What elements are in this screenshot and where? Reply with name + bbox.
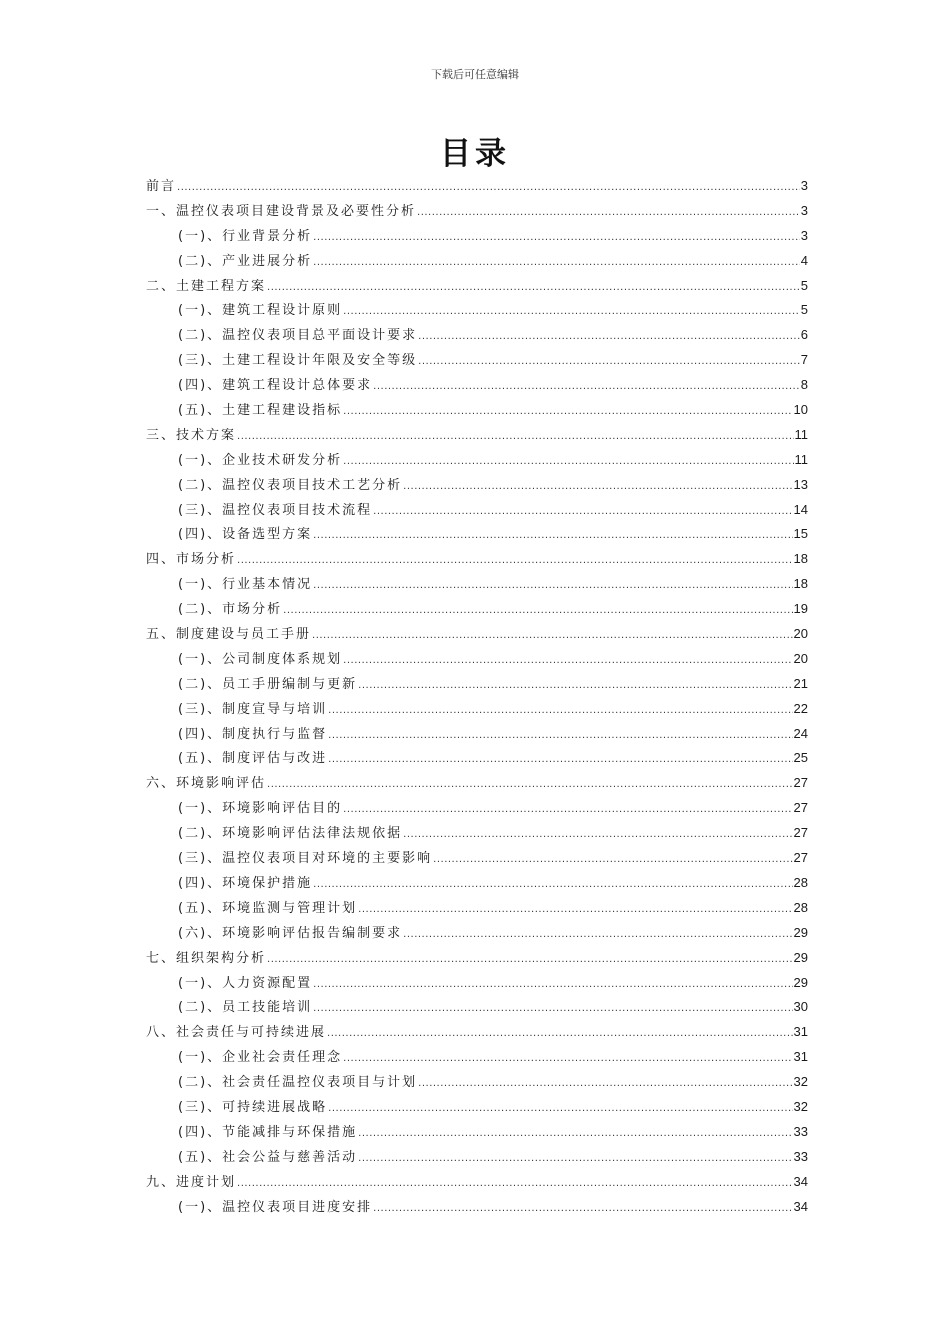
toc-dot-leader: [313, 574, 792, 599]
toc-dot-leader: [373, 500, 792, 525]
toc-page-number: 25: [793, 750, 808, 766]
toc-dot-leader: [343, 400, 792, 425]
toc-chapter-entry[interactable]: [146, 1170, 808, 1195]
toc-page-number: 20: [793, 626, 808, 642]
toc-section-entry[interactable]: [146, 572, 808, 597]
toc-entry-label: (一)、行业背景分析: [178, 228, 313, 244]
toc-section-entry[interactable]: [146, 597, 808, 622]
toc-section-entry[interactable]: [146, 1120, 808, 1145]
toc-section-entry[interactable]: [146, 1045, 808, 1070]
toc-dot-leader: [343, 649, 792, 674]
toc-entry-label: (二)、市场分析: [178, 602, 283, 618]
toc-dot-leader: [328, 748, 792, 773]
toc-section-entry[interactable]: [146, 846, 808, 871]
toc-entry-label: (一)、建筑工程设计原则: [178, 303, 343, 319]
toc-dot-leader: [343, 450, 793, 475]
toc-section-entry[interactable]: [146, 821, 808, 846]
toc-page-number: 29: [793, 924, 808, 940]
toc-entry-label: (四)、设备选型方案: [178, 527, 313, 543]
toc-section-entry[interactable]: [146, 398, 808, 423]
toc-entry-label: (二)、社会责任温控仪表项目与计划: [178, 1075, 418, 1091]
toc-dot-leader: [358, 898, 792, 923]
toc-entry-label: (四)、节能减排与环保措施: [178, 1124, 358, 1140]
toc-section-entry[interactable]: [146, 224, 808, 249]
toc-page-number: 27: [793, 775, 808, 791]
toc-dot-leader: [327, 1022, 793, 1047]
toc-section-entry[interactable]: [146, 722, 808, 747]
toc-entry-label: (一)、人力资源配置: [178, 975, 313, 991]
toc-chapter-entry[interactable]: [146, 174, 808, 199]
toc-page-number: 32: [793, 1074, 808, 1090]
toc-entry-label: (二)、产业进展分析: [178, 253, 313, 269]
toc-dot-leader: [328, 724, 792, 749]
toc-page-number: 19: [793, 601, 808, 617]
toc-dot-leader: [403, 823, 792, 848]
toc-dot-leader: [312, 624, 793, 649]
toc-page-number: 3: [800, 178, 808, 193]
toc-page-number: 5: [800, 302, 808, 318]
toc-page-number: 8: [800, 377, 808, 393]
toc-entry-label: (四)、建筑工程设计总体要求: [178, 378, 373, 394]
toc-dot-leader: [267, 773, 793, 798]
toc-entry-label: (二)、员工手册编制与更新: [178, 676, 358, 692]
toc-dot-leader: [343, 1047, 792, 1072]
toc-section-entry[interactable]: [146, 896, 808, 921]
toc-page-number: 20: [793, 650, 808, 666]
toc-page-number: 27: [793, 850, 808, 866]
toc-dot-leader: [403, 923, 792, 948]
toc-entry-label: (四)、环境保护措施: [178, 875, 313, 891]
toc-entry-label: (二)、员工技能培训: [178, 1000, 313, 1016]
toc-chapter-entry[interactable]: [146, 199, 808, 224]
toc-page-number: 34: [793, 1198, 808, 1214]
toc-section-entry[interactable]: [146, 373, 808, 398]
toc-section-entry[interactable]: [146, 249, 808, 274]
toc-entry-label: 一、温控仪表项目建设背景及必要性分析: [146, 203, 417, 219]
toc-page-number: 3: [800, 202, 808, 218]
toc-entry-label: 七、组织架构分析: [146, 950, 267, 966]
toc-dot-leader: [267, 276, 800, 301]
toc-section-entry[interactable]: [146, 1195, 808, 1220]
toc-page-number: 28: [793, 874, 808, 890]
toc-page-number: 18: [793, 576, 808, 592]
toc-entry-label: 九、进度计划: [146, 1174, 237, 1190]
toc-entry-label: (三)、制度宣导与培训: [178, 701, 328, 717]
toc-entry-label: (三)、温控仪表项目技术流程: [178, 502, 373, 518]
toc-dot-leader: [313, 997, 792, 1022]
toc-page-number: 21: [793, 675, 808, 691]
toc-section-entry[interactable]: [146, 1070, 808, 1095]
toc-page-number: 29: [793, 974, 808, 990]
toc-page-number: 22: [793, 700, 808, 716]
toc-dot-leader: [313, 873, 792, 898]
toc-entry-label: 六、环境影响评估: [146, 776, 267, 792]
toc-page-number: 6: [800, 327, 808, 343]
toc-page-number: 11: [794, 451, 808, 467]
toc-entry-label: (三)、温控仪表项目对环境的主要影响: [178, 851, 433, 867]
toc-dot-leader: [313, 251, 800, 276]
toc-page-number: 33: [793, 1123, 808, 1139]
toc-section-entry[interactable]: [146, 1095, 808, 1120]
toc-section-entry[interactable]: [146, 971, 808, 996]
toc-dot-leader: [177, 176, 800, 201]
toc-entry-label: (二)、环境影响评估法律法规依据: [178, 826, 403, 842]
toc-page-number: 3: [800, 227, 808, 243]
toc-dot-leader: [358, 1122, 792, 1147]
toc-page-number: 4: [800, 252, 808, 268]
toc-page-number: 15: [793, 526, 808, 542]
toc-dot-leader: [403, 475, 792, 500]
toc-dot-leader: [328, 699, 792, 724]
toc-section-entry[interactable]: [146, 1145, 808, 1170]
toc-page-number: 10: [793, 402, 808, 418]
toc-page-number: 7: [800, 352, 808, 368]
toc-chapter-entry[interactable]: [146, 946, 808, 971]
toc-title: 目录: [440, 136, 510, 172]
toc-page-number: 31: [793, 1024, 808, 1040]
toc-entry-label: (一)、公司制度体系规划: [178, 651, 343, 667]
toc-dot-leader: [358, 1147, 792, 1172]
toc-dot-leader: [418, 1072, 792, 1097]
toc-chapter-entry[interactable]: [146, 274, 808, 299]
toc-entry-label: (一)、环境影响评估目的: [178, 801, 343, 817]
toc-dot-leader: [418, 325, 800, 350]
toc-dot-leader: [237, 425, 793, 450]
toc-entry-label: (一)、企业社会责任理念: [178, 1050, 343, 1066]
toc-entry-label: (一)、行业基本情况: [178, 577, 313, 593]
toc-section-entry[interactable]: [146, 348, 808, 373]
toc-entry-label: (六)、环境影响评估报告编制要求: [178, 925, 403, 941]
toc-section-entry[interactable]: [146, 473, 808, 498]
toc-section-entry[interactable]: [146, 647, 808, 672]
toc-section-entry[interactable]: [146, 522, 808, 547]
toc-section-entry[interactable]: [146, 796, 808, 821]
toc-dot-leader: [373, 1197, 792, 1222]
toc-section-entry[interactable]: [146, 995, 808, 1020]
toc-section-entry[interactable]: [146, 498, 808, 523]
toc-page-number: 27: [793, 825, 808, 841]
toc-dot-leader: [237, 549, 793, 574]
toc-entry-label: 三、技术方案: [146, 427, 237, 443]
toc-entry-label: (三)、土建工程设计年限及安全等级: [178, 353, 418, 369]
header-note: 下载后可任意编辑: [431, 68, 519, 81]
table-of-contents: [146, 174, 808, 1219]
toc-section-entry[interactable]: [146, 672, 808, 697]
toc-entry-label: (一)、温控仪表项目进度安排: [178, 1199, 373, 1215]
toc-page-number: 31: [793, 1049, 808, 1065]
toc-entry-label: (五)、制度评估与改进: [178, 751, 328, 767]
toc-page-number: 5: [800, 277, 808, 293]
toc-section-entry[interactable]: [146, 746, 808, 771]
toc-entry-label: (四)、制度执行与监督: [178, 726, 328, 742]
toc-dot-leader: [328, 1097, 792, 1122]
toc-dot-leader: [418, 350, 800, 375]
toc-dot-leader: [373, 375, 800, 400]
toc-section-entry[interactable]: [146, 298, 808, 323]
toc-entry-label: (二)、温控仪表项目总平面设计要求: [178, 328, 418, 344]
toc-page-number: 14: [793, 501, 808, 517]
toc-chapter-entry[interactable]: [146, 547, 808, 572]
toc-dot-leader: [433, 848, 792, 873]
toc-dot-leader: [237, 1172, 793, 1197]
toc-entry-label: 八、社会责任与可持续进展: [146, 1025, 327, 1041]
toc-section-entry[interactable]: [146, 871, 808, 896]
toc-page-number: 33: [793, 1148, 808, 1164]
toc-section-entry[interactable]: [146, 448, 808, 473]
toc-dot-leader: [343, 798, 792, 823]
toc-section-entry[interactable]: [146, 697, 808, 722]
toc-dot-leader: [313, 524, 792, 549]
toc-dot-leader: [283, 599, 792, 624]
toc-page-number: 28: [793, 899, 808, 915]
toc-page-number: 32: [793, 1098, 808, 1114]
toc-section-entry[interactable]: [146, 323, 808, 348]
toc-page-number: 24: [793, 725, 808, 741]
toc-dot-leader: [313, 973, 792, 998]
toc-section-entry[interactable]: [146, 921, 808, 946]
toc-page-number: 30: [793, 999, 808, 1015]
toc-entry-label: (三)、可持续进展战略: [178, 1099, 328, 1115]
toc-entry-label: (二)、温控仪表项目技术工艺分析: [178, 477, 403, 493]
toc-page-number: 34: [793, 1173, 808, 1189]
toc-dot-leader: [358, 674, 792, 699]
toc-dot-leader: [417, 201, 800, 226]
toc-entry-label: (一)、企业技术研发分析: [178, 452, 343, 468]
toc-chapter-entry[interactable]: [146, 1020, 808, 1045]
toc-chapter-entry[interactable]: [146, 622, 808, 647]
toc-entry-label: 五、制度建设与员工手册: [146, 627, 312, 643]
toc-entry-label: (五)、环境监测与管理计划: [178, 900, 358, 916]
toc-entry-label: (五)、土建工程建设指标: [178, 403, 343, 419]
toc-chapter-entry[interactable]: [146, 423, 808, 448]
toc-page-number: 11: [794, 426, 808, 442]
toc-dot-leader: [267, 948, 793, 973]
toc-page-number: 18: [793, 551, 808, 567]
toc-dot-leader: [343, 300, 800, 325]
toc-chapter-entry[interactable]: [146, 771, 808, 796]
toc-page-number: 29: [793, 949, 808, 965]
toc-entry-label: 前言: [146, 179, 177, 194]
toc-entry-label: 二、土建工程方案: [146, 278, 267, 294]
toc-page-number: 13: [793, 476, 808, 492]
toc-dot-leader: [313, 226, 800, 251]
toc-entry-label: (五)、社会公益与慈善活动: [178, 1149, 358, 1165]
toc-entry-label: 四、市场分析: [146, 552, 237, 568]
toc-page-number: 27: [793, 800, 808, 816]
